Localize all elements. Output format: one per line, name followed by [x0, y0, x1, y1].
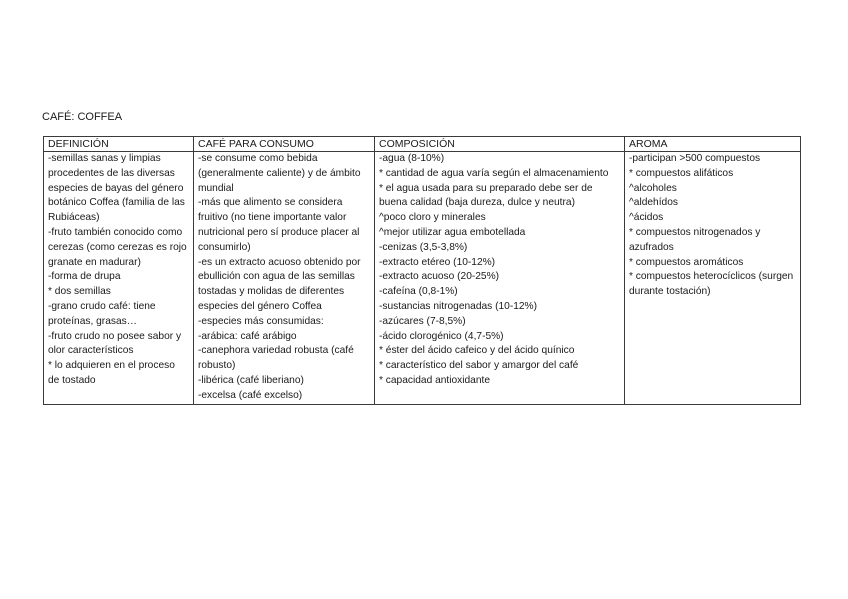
list-item: ^aldehídos: [629, 197, 678, 209]
cafe-para-consumo-cell: [194, 152, 375, 405]
list-item: -extracto etéreo (10-12%): [379, 256, 496, 268]
list-item: -arábica: café arábigo: [198, 330, 297, 342]
table-row: [44, 152, 801, 405]
list-item: ^alcoholes: [629, 182, 677, 194]
list-item: * el agua usada para su preparado debe ser de buena calidad (baja dureza, dulce y neutra): [379, 182, 593, 209]
list-item: -más que alimento se considera fruitivo (no tiene importante valor nutricional pero sí produce placer al consumirlo): [198, 197, 360, 253]
list-item: * compuestos aromáticos: [629, 256, 744, 268]
list-item: * compuestos heterocíclicos (surgen durante tostación): [629, 271, 794, 298]
list-item: -se consume como bebida (generalmente caliente) y de ámbito mundial: [198, 153, 361, 194]
coffee-table: [43, 136, 801, 405]
list-item: * característico del sabor y amargor del café: [379, 360, 579, 372]
list-item: * capacidad antioxidante: [379, 374, 491, 386]
list-item: * compuestos nitrogenados y azufrados: [629, 226, 761, 253]
list-item: -libérica (café liberiano): [198, 374, 304, 386]
list-item: -es un extracto acuoso obtenido por ebullición con agua de las semillas tostadas y molidas de diferentes especies del género Coffea: [198, 256, 361, 312]
list-item: -semillas sanas y limpias procedentes de las diversas especies de bayas del género botánico Coffea (familia de las Rubiáceas): [48, 153, 185, 224]
header-aroma: AROMA: [625, 137, 801, 152]
list-item: -agua (8-10%): [379, 153, 445, 164]
header-cafe-para-consumo: CAFÉ PARA CONSUMO: [194, 137, 375, 152]
list-item: * compuestos alifáticos: [629, 167, 734, 179]
list-item: * dos semillas: [48, 286, 111, 298]
list-item: -forma de drupa: [48, 271, 121, 283]
list-item: * lo adquieren en el proceso de tostado: [48, 360, 175, 386]
list-item: -participan >500 compuestos: [629, 153, 761, 164]
list-item: -azúcares (7-8,5%): [379, 315, 466, 327]
definicion-cell: [44, 152, 194, 405]
page-title: CAFÉ: COFFEA: [42, 111, 123, 123]
list-item: -grano crudo café: tiene proteínas, grasas…: [48, 300, 156, 327]
list-item: -extracto acuoso (20-25%): [379, 271, 500, 283]
list-item: ^poco cloro y minerales: [379, 212, 486, 224]
list-item: -fruto crudo no posee sabor y olor característicos: [48, 330, 182, 357]
list-item: -canephora variedad robusta (café robusto): [198, 345, 354, 372]
table-header-row: [44, 137, 801, 152]
list-item: -sustancias nitrogenadas (10-12%): [379, 300, 537, 312]
list-item: * cantidad de agua varía según el almacenamiento: [379, 167, 609, 179]
list-item: * éster del ácido cafeico y del ácido quínico: [379, 345, 575, 357]
list-item: ^mejor utilizar agua embotellada: [379, 226, 526, 238]
header-composicion: COMPOSICIÓN: [375, 137, 625, 152]
list-item: -cafeína (0,8-1%): [379, 286, 458, 298]
header-definicion: DEFINICIÓN: [44, 137, 194, 152]
list-item: -ácido clorogénico (4,7-5%): [379, 330, 504, 342]
list-item: -excelsa (café excelso): [198, 389, 303, 401]
list-item: ^ácidos: [629, 212, 664, 224]
list-item: -especies más consumidas:: [198, 315, 324, 327]
list-item: -fruto también conocido como cerezas (como cerezas es rojo granate en madurar): [48, 226, 187, 268]
composicion-cell: [375, 152, 625, 405]
aroma-cell: [625, 152, 801, 405]
list-item: -cenizas (3,5-3,8%): [379, 241, 468, 253]
